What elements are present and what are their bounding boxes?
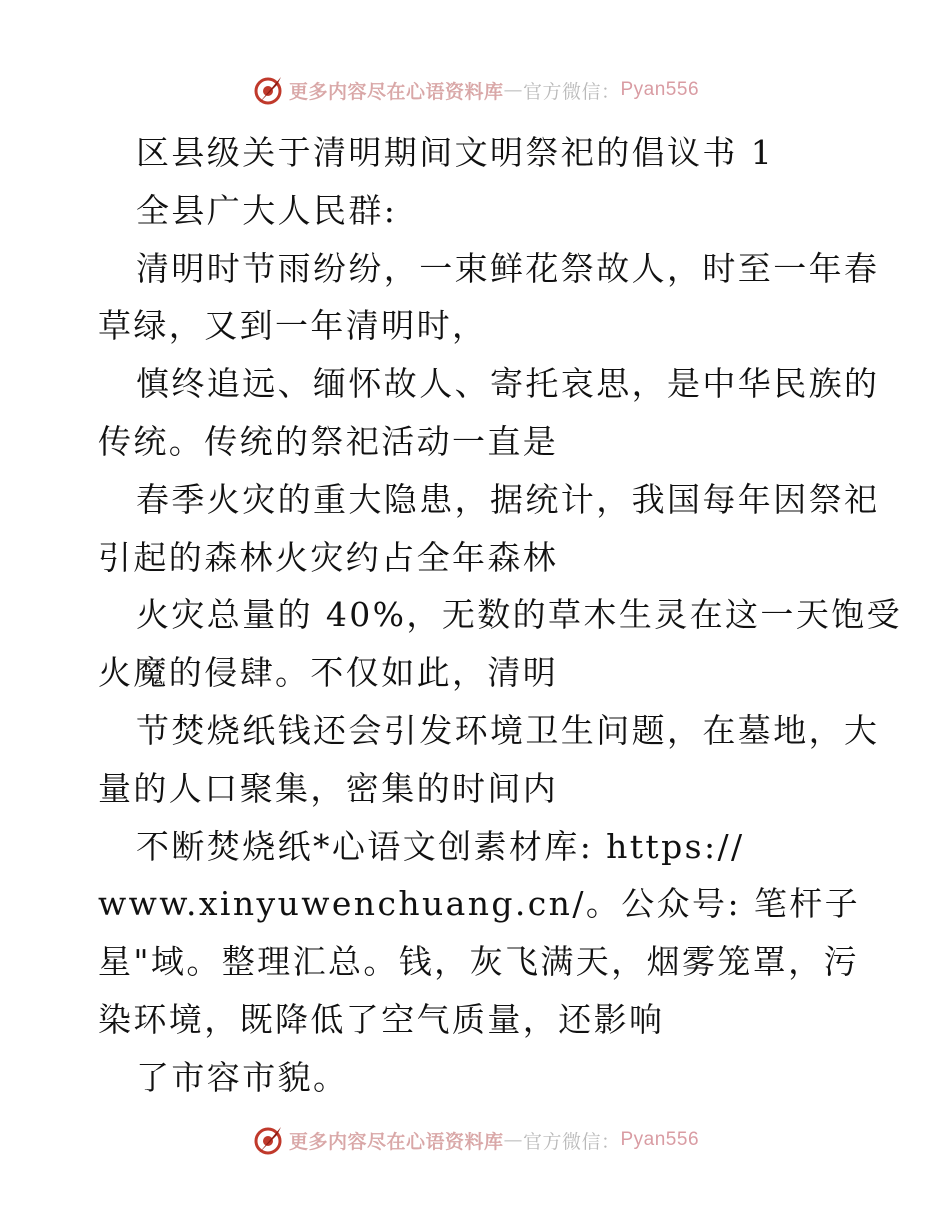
watermark-label: 官方微信： [522,80,621,103]
text-line: 火灾总量的 40%，无数的草木生灵在这一天饱受 [136,595,903,635]
watermark-brand-text: 更多内容尽在心语资料库 [288,80,504,103]
quill-logo-icon [251,1123,285,1157]
text-line: 量的人口聚集，密集的时间内 [98,768,559,808]
text-line: 草绿，又到一年清明时， [98,306,488,346]
text-line: www.xinyuwenchuang.cn/。公众号: 笔杆子 [98,884,861,924]
quill-logo-icon [251,73,285,107]
text-line: 星"域。整理汇总。钱，灰飞满天，烟雾笼罩，污 [98,942,859,982]
watermark-wechat-id: Pyan556 [620,79,700,100]
watermark-separator: — [503,79,523,101]
document-title: 区县级关于清明期间文明祭祀的倡议书 1 [136,133,775,172]
text-line: 慎终追远、缅怀故人、寄托哀思，是中华民族的 [136,364,880,404]
text-line: 染环境，既降低了空气质量，还影响 [98,999,665,1039]
text-line: 火魔的侵肆。不仅如此，清明 [98,653,559,693]
text-line: 引起的森林火灾约占全年森林 [98,537,559,577]
text-line: 全县广大人民群: [136,190,398,230]
watermark-wechat-id: Pyan556 [620,1129,700,1150]
watermark-brand-text: 更多内容尽在心语资料库 [288,1130,504,1153]
watermark-separator: — [503,1129,523,1151]
header-watermark [0,70,950,110]
footer-watermark [0,1120,950,1160]
text-line: 节焚烧纸钱还会引发环境卫生问题，在墓地，大 [136,710,880,750]
text-line: 不断焚烧纸*心语文创素材库: https:// [136,826,745,866]
document-body [98,124,903,1107]
text-line: 传统。传统的祭祀活动一直是 [98,421,559,461]
text-line: 春季火灾的重大隐患，据统计，我国每年因祭祀 [136,479,880,519]
watermark-label: 官方微信： [522,1130,621,1153]
text-line: 清明时节雨纷纷，一束鲜花祭故人，时至一年春 [136,248,880,288]
text-line: 了市容市貌。 [136,1057,349,1097]
